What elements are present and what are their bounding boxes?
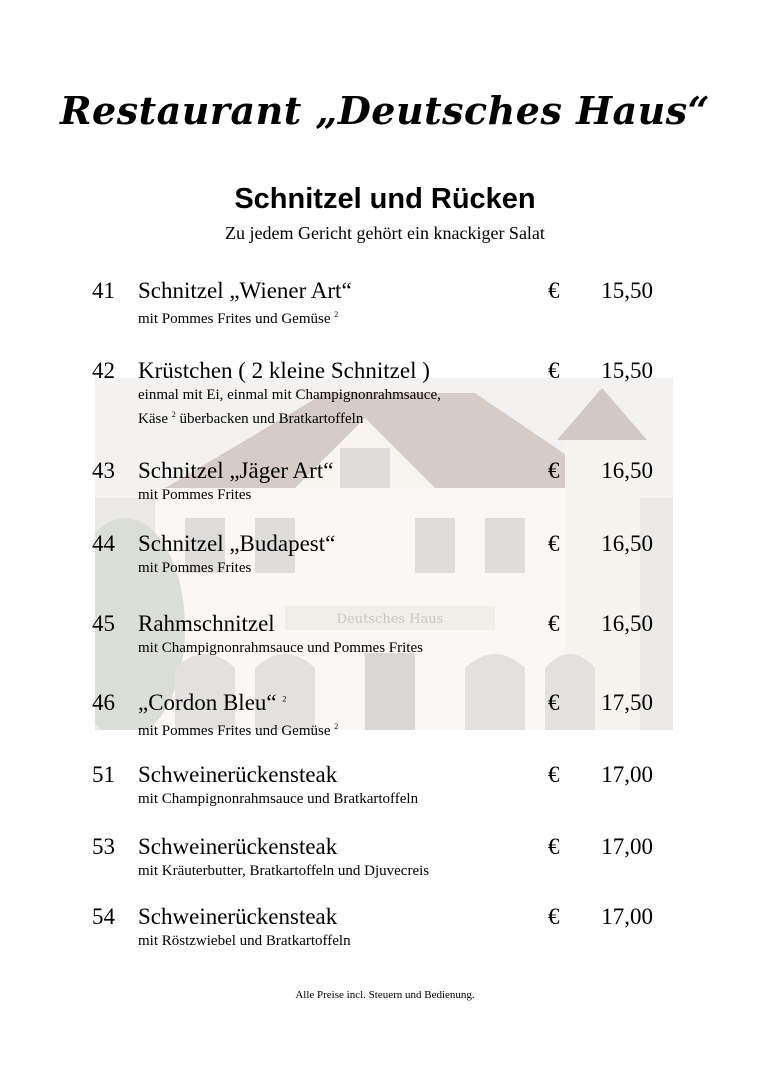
- item-name-text: „Cordon Bleu“: [138, 690, 277, 715]
- item-description-text: Käse: [138, 411, 168, 427]
- item-number: 42: [92, 358, 115, 383]
- item-price: 17,00: [601, 834, 653, 859]
- currency-symbol: €: [548, 690, 560, 715]
- item-description-text: mit Röstzwiebel und Bratkartoffeln: [138, 933, 351, 949]
- item-price: 16,50: [601, 611, 653, 636]
- item-description: [138, 931, 351, 951]
- section-heading: Schnitzel und Rücken: [234, 183, 536, 215]
- item-description-text: mit Champignonrahmsauce und Bratkartoffeln: [138, 791, 419, 807]
- currency-symbol: €: [548, 531, 560, 556]
- item-number: 45: [92, 611, 115, 636]
- item-name-text: Schnitzel „Jäger Art“: [138, 458, 334, 483]
- item-number: 43: [92, 458, 115, 483]
- item-name-text: Schnitzel „Wiener Art“: [138, 278, 352, 303]
- restaurant-title: Restaurant „Deutsches Haus“: [59, 88, 711, 133]
- item-description: [138, 861, 429, 881]
- item-number: 41: [92, 278, 115, 303]
- item-name-text: Schweinerückensteak: [138, 762, 338, 787]
- item-description-text: mit Kräuterbutter, Bratkartoffeln und Djuvecreis: [138, 863, 430, 879]
- currency-symbol: €: [548, 458, 560, 483]
- item-name: [138, 278, 352, 304]
- item-name-text: Krüstchen ( 2 kleine Schnitzel ): [138, 358, 430, 383]
- footnote-marker: 2: [334, 310, 339, 319]
- item-description-text: mit Pommes Frites: [138, 560, 252, 576]
- item-name: [138, 834, 337, 860]
- item-description: [138, 305, 338, 329]
- footnote-marker: 2: [171, 410, 176, 419]
- currency-symbol: €: [548, 278, 560, 303]
- item-price: 16,50: [601, 458, 653, 483]
- price-note: Alle Preise incl. Steuern und Bedienung.: [295, 989, 475, 1001]
- item-name-text: Schweinerückensteak: [138, 834, 338, 859]
- item-price: 17,00: [601, 904, 653, 929]
- item-description-text: überbacken und Bratkartoffeln: [179, 411, 364, 427]
- item-description-text: mit Pommes Frites und Gemüse: [138, 723, 331, 739]
- item-number: 46: [92, 690, 115, 715]
- item-name: [138, 690, 286, 716]
- section-tagline: Zu jedem Gericht gehört ein knackiger Salat: [225, 223, 545, 243]
- item-price: 15,50: [601, 278, 653, 303]
- item-description: [138, 385, 441, 429]
- item-description-text: mit Pommes Frites: [138, 487, 252, 503]
- currency-symbol: €: [548, 834, 560, 859]
- item-number: 44: [92, 531, 115, 556]
- item-name-text: Schnitzel „Budapest“: [138, 531, 336, 556]
- item-number: 54: [92, 904, 115, 929]
- item-description: [138, 717, 338, 741]
- currency-symbol: €: [548, 904, 560, 929]
- item-description-text: einmal mit Ei, einmal mit Champignonrahmsauce,: [138, 387, 441, 403]
- item-number: 51: [92, 762, 115, 787]
- item-name: [138, 358, 430, 384]
- item-description: [138, 789, 418, 809]
- item-number: 53: [92, 834, 115, 859]
- item-description-text: mit Champignonrahmsauce und Pommes Frites: [138, 640, 423, 656]
- item-description: [138, 485, 251, 505]
- item-name: [138, 904, 337, 930]
- building-sign-text: Deutsches Haus: [336, 612, 444, 627]
- item-name: [138, 762, 337, 788]
- item-price: 15,50: [601, 358, 653, 383]
- item-name-text: Schweinerückensteak: [138, 904, 338, 929]
- item-price: 17,50: [601, 690, 653, 715]
- item-name-text: Rahmschnitzel: [138, 611, 275, 636]
- item-name: [138, 611, 275, 637]
- item-name: [138, 531, 335, 557]
- item-description: [138, 638, 423, 658]
- item-price: 16,50: [601, 531, 653, 556]
- item-price: 17,00: [601, 762, 653, 787]
- item-description: [138, 558, 251, 578]
- item-name: [138, 458, 333, 484]
- currency-symbol: €: [548, 358, 560, 383]
- currency-symbol: €: [548, 611, 560, 636]
- currency-symbol: €: [548, 762, 560, 787]
- footnote-marker: 2: [334, 722, 339, 731]
- footnote-marker: 2: [282, 694, 287, 704]
- item-description-text: mit Pommes Frites und Gemüse: [138, 311, 331, 327]
